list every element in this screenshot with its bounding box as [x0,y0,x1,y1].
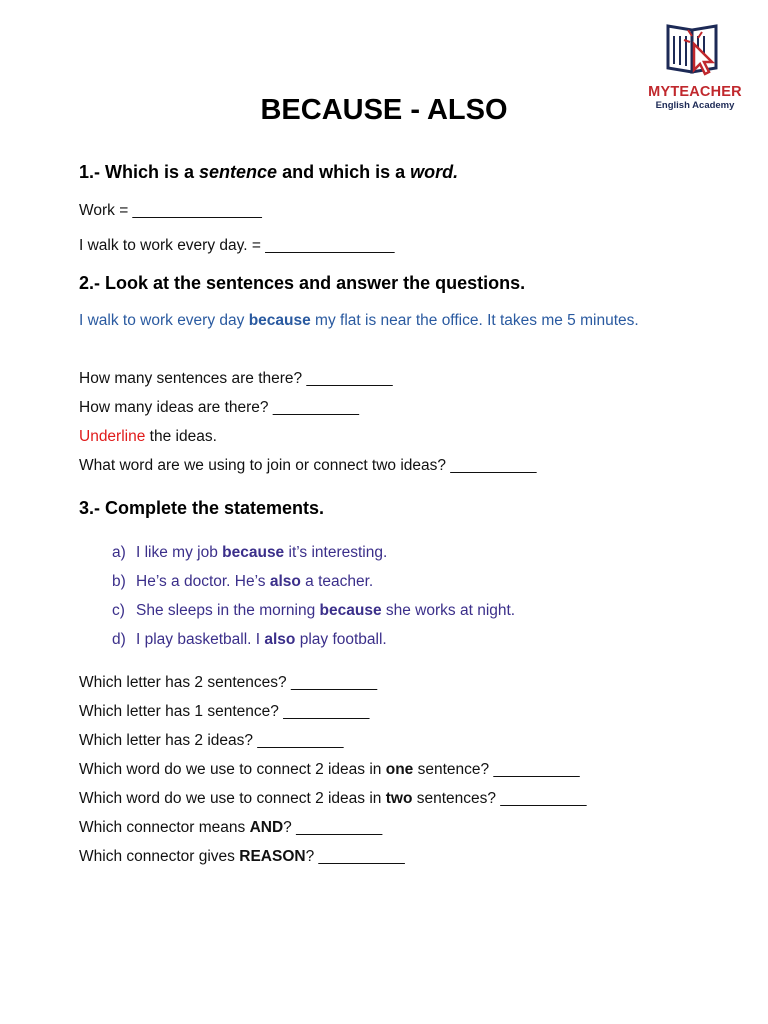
section2-heading: 2.- Look at the sentences and answer the questions. [79,273,526,293]
section3-question-2: Which letter has 1 sentence? __________ [79,703,370,720]
section3-question-6: Which connector means AND? __________ [79,819,383,836]
section2-question-1: How many sentences are there? __________ [79,370,393,387]
section1-question-2: I walk to work every day. = _______________ [79,237,395,254]
section3-question-7: Which connector gives REASON? __________ [79,848,405,865]
statement-d: d) I play basketball. I also play football. [112,631,387,648]
section3-question-4: Which word do we use to connect 2 ideas in one sentence? __________ [79,761,580,778]
section3-question-1: Which letter has 2 sentences? __________ [79,674,378,691]
section3-heading: 3.- Complete the statements. [79,498,325,518]
logo-name: MYTEACHER [648,84,742,100]
section2-question-2: How many ideas are there? __________ [79,399,360,416]
statement-b: b) He’s a doctor. He’s also a teacher. [112,573,374,590]
section1-heading: 1.- Which is a sentence and which is a word. [79,162,459,182]
section3-question-5: Which word do we use to connect 2 ideas in two sentences? __________ [79,790,587,807]
section2-example: I walk to work every day because my flat is near the office. It takes me 5 minutes. [79,312,639,329]
statement-c: c) She sleeps in the morning because she works at night. [112,602,516,619]
page-title: BECAUSE - ALSO [260,94,508,126]
section2-question-4: What word are we using to join or connect two ideas? __________ [79,457,537,474]
section1-question-1: Work = _______________ [79,202,262,219]
section2-question-3: Underline the ideas. [79,428,217,445]
statement-a: a) I like my job because it’s interesting. [112,544,388,561]
book-cursor-icon [664,18,724,82]
section3-question-3: Which letter has 2 ideas? __________ [79,732,344,749]
logo-subtitle: English Academy [655,100,735,111]
